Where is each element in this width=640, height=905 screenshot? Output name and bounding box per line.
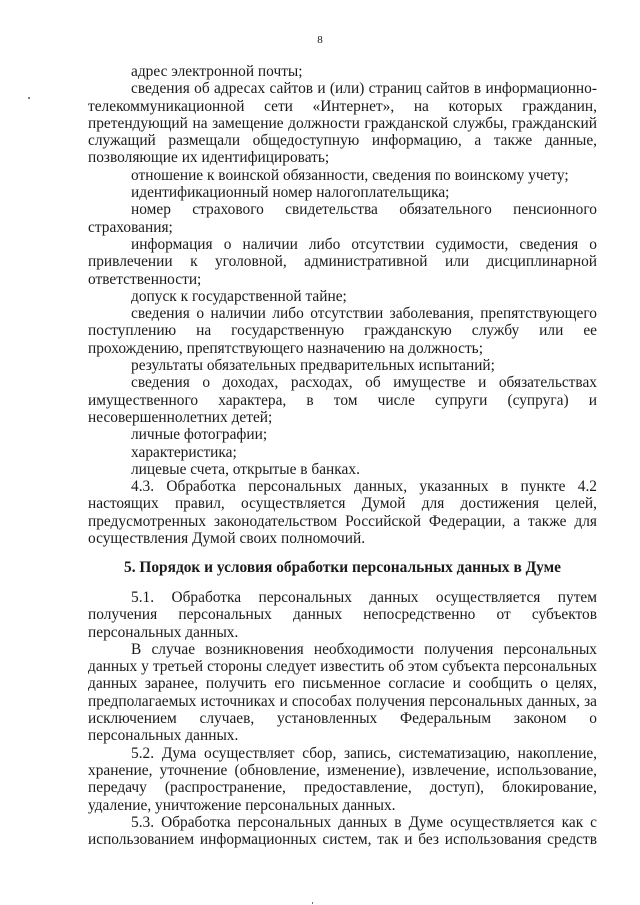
section-5-body [88, 589, 597, 848]
list-item: сведения об адресах сайтов и (или) страниц сайтов в информационно-телекоммуникационной сети «Интернет», на которых гражданин, претендующий на замещение должности гражданской службы, гражданский служащий размещали общедоступную информацию, а также данные, позволяющие их идентифицировать; [88, 80, 597, 167]
list-item: характеристика; [131, 443, 237, 461]
list-item: номер страхового свидетельства обязательного пенсионного страхования; [88, 201, 597, 236]
scan-speck [28, 97, 30, 99]
page-number: 8 [317, 34, 323, 46]
clause-5-1-continued: В случае возникновения необходимости получения персональных данных у третьей стороны следует известить об этом субъекта персональных данных заранее, получить его письменное согласие и сообщить о целях, предполагаемых источниках и способах получения персональных данных, за исключением случаев, установленных Федеральным законом о персональных данных. [88, 640, 597, 745]
section-4-list [88, 63, 597, 547]
list-item: информация о наличии либо отсутствии судимости, сведения о привлечении к уголовной, административной или дисциплинарной ответственности; [88, 235, 597, 288]
list-item: сведения о наличии либо отсутствии заболевания, препятствующего поступлению на государственную гражданскую службу или ее прохождению, препятствующего назначению на должность; [88, 305, 597, 357]
section-5-heading: 5. Порядок и условия обработки персональных данных в Думе [124, 559, 561, 576]
list-item: допуск к государственной тайне; [131, 287, 347, 305]
scan-speck [312, 902, 313, 904]
list-item: лицевые счета, открытые в банках. [131, 460, 360, 478]
list-item: отношение к воинской обязанности, сведения по воинскому учету; [131, 166, 569, 184]
list-item: личные фотографии; [131, 426, 268, 444]
clause-5-3: 5.3. Обработка персональных данных в Думе осуществляется как с использованием информационных систем, так и без использования средств [88, 813, 597, 849]
list-item: идентификационный номер налогоплательщика; [131, 184, 450, 202]
clause-4-3: 4.3. Обработка персональных данных, указанных в пункте 4.2 настоящих правил, осуществляется Думой для достижения целей, предусмотренных законодательством Российской Федерации, а также для осуществления Думой своих полномочий. [88, 478, 597, 548]
list-item: сведения о доходах, расходах, об имуществе и обязательствах имущественного характера, в том числе супруги (супруга) и несовершеннолетних детей; [88, 374, 597, 426]
clause-5-1: 5.1. Обработка персональных данных осуществляется путем получения персональных данных непосредственно от субъектов персональных данных. [88, 589, 597, 641]
list-item: адрес электронной почты; [131, 63, 303, 80]
clause-5-2: 5.2. Дума осуществляет сбор, запись, систематизацию, накопление, хранение, уточнение (обновление, изменение), извлечение, использование, передачу (распространение, предоставление, доступ), блокирование, удаление, уничтожение персональных данных. [88, 744, 597, 814]
list-item: результаты обязательных предварительных испытаний; [131, 357, 495, 375]
